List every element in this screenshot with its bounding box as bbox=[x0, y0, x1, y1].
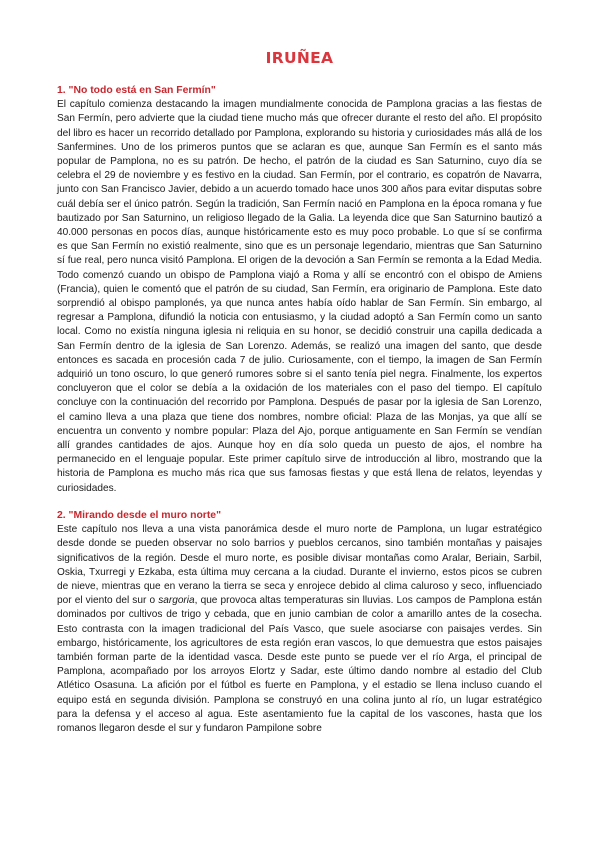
document-title: IRUÑEA bbox=[265, 49, 334, 67]
section-2-body bbox=[57, 523, 542, 736]
section-1-heading: 1. "No todo está en San Fermín" bbox=[57, 85, 216, 96]
section-2-heading: 2. "Mirando desde el muro norte" bbox=[57, 509, 222, 521]
section-2-italic-term: sargoria bbox=[158, 595, 195, 607]
section-2-body-part1: Este capítulo nos lleva a una vista panorámica desde el muro norte de Pamplona, un lugar estratégico desde donde se pueden observar no solo barrios y pueblos cercanos, sino también montañas y paisajes significativos de la región. Desde el muro norte, es posible divisar montañas como Aralar, Beriain, Sarbil, Oskia, Txurregi y Ezkaba, esta última muy cercana a la ciudad. Durante el invierno, estos picos se cubren de nieve, mientras que en verano la tierra se seca y enrojece debido al clima caluroso y seco, influenciado por el viento del sur o bbox=[57, 524, 542, 607]
section-2 bbox=[57, 509, 542, 736]
section-1-body: El capítulo comienza destacando la imagen mundialmente conocida de Pamplona gracias a las fiestas de San Fermín, pero advierte que la ciudad tiene mucho más que ofrecer durante el resto del año. El propósito del libro es hacer un recorrido detallado por Pamplona, explorando su historia y curiosidades más allá de los Sanfermines. Uno de los primeros puntos que se aclaran es que, aunque San Fermín es el santo más popular de Pamplona, no es su patrón. De hecho, el patrón de la ciudad es San Saturnino, cuyo día se celebra el 29 de noviembre y es festivo en la ciudad. San Fermín, por el contrario, es copatrón de Navarra, junto con San Francisco Javier, debido a un acuerdo tomado hace unos 300 años para evitar disputas sobre cuál debía ser el único patrón. Según la tradición, San Fermín nació en Pamplona en la época romana y fue bautizado por San Saturnino, un religioso llegado de la Galia. La leyenda dice que San Saturnino bautizó a 40.000 personas en pocos días, aunque históricamente esto es muy poco probable. Lo que sí se confirma es que San Fermín no existió realmente, sino que es un personaje legendario, mientras que San Saturnino sí fue real, pero nunca visitó Pamplona. El origen de la devoción a San Fermín se remonta a la Edad Media. Todo comenzó cuando un obispo de Pamplona viajó a Roma y allí se encontró con el obispo de Amiens (Francia), quien le comentó que el patrón de su ciudad, San Fermín, era originario de Pamplona. Este dato sorprendió al obispo pamplonés, ya que nunca antes había oído hablar de San Fermín. Sin embargo, al regresar a Pamplona, difundió la noticia con entusiasmo, y la ciudad adoptó a San Fermín como un santo local. Como no existía ninguna iglesia ni reliquia en su honor, se decidió construir una capilla dedicada a San Fermín dentro de la iglesia de San Lorenzo. Además, se realizó una imagen del santo, que desde entonces es sacada en procesión cada 7 de julio. Curiosamente, con el tiempo, la imagen de San Fermín adquirió un tono oscuro, lo que generó rumores sobre si el santo tenía piel negra. Finalmente, los expertos concluyeron que el color se debía a la oxidación de los materiales con el paso del tiempo. El capítulo concluye con la continuación del recorrido por Pamplona. Después de pasar por la iglesia de San Lorenzo, el camino lleva a una plaza que tiene dos nombres, nombre oficial: Plaza de las Monjas, ya que allí se encuentra un convento y nombre popular: Plaza del Ajo, porque antiguamente en San Fermín se vendían allí grandes cantidades de ajos. Aunque hoy en día solo queda un puesto de ajos, el nombre ha permanecido en el lenguaje popular. Este primer capítulo sirve de introducción al libro, mostrando que la historia de Pamplona es mucho más rica que sus famosas fiestas y que está llena de relatos, leyendas y curiosidades. bbox=[57, 99, 542, 494]
section-2-body-part2: , que provoca altas temperaturas sin lluvias. Los campos de Pamplona están dominados por cultivos de trigo y cebada, que en junio cambian de color a amarillo antes de la cosecha. Esto contrasta con la imagen tradicional del País Vasco, que suele asociarse con paisajes verdes. Sin embargo, históricamente, los agricultores de esta región eran vascos, lo que demuestra que estos paisajes también forman parte de la identidad vasca. Desde este punto se puede ver el río Arga, el principal de Pamplona, acompañado por los arroyos Elortz y Sadar, este último dando nombre al estadio del Club Atlético Osasuna. La afición por el fútbol es fuerte en Pamplona, y el estadio se llena incluso cuando el equipo está en segunda división. Pamplona se construyó en una colina junto al río, un lugar estratégico para la defensa y el acceso al agua. Este asentamiento fue la capital de los vascones, hasta que los romanos llegaron desde el sur y fundaron Pampilone sobre bbox=[57, 595, 543, 734]
section-1 bbox=[57, 84, 542, 496]
